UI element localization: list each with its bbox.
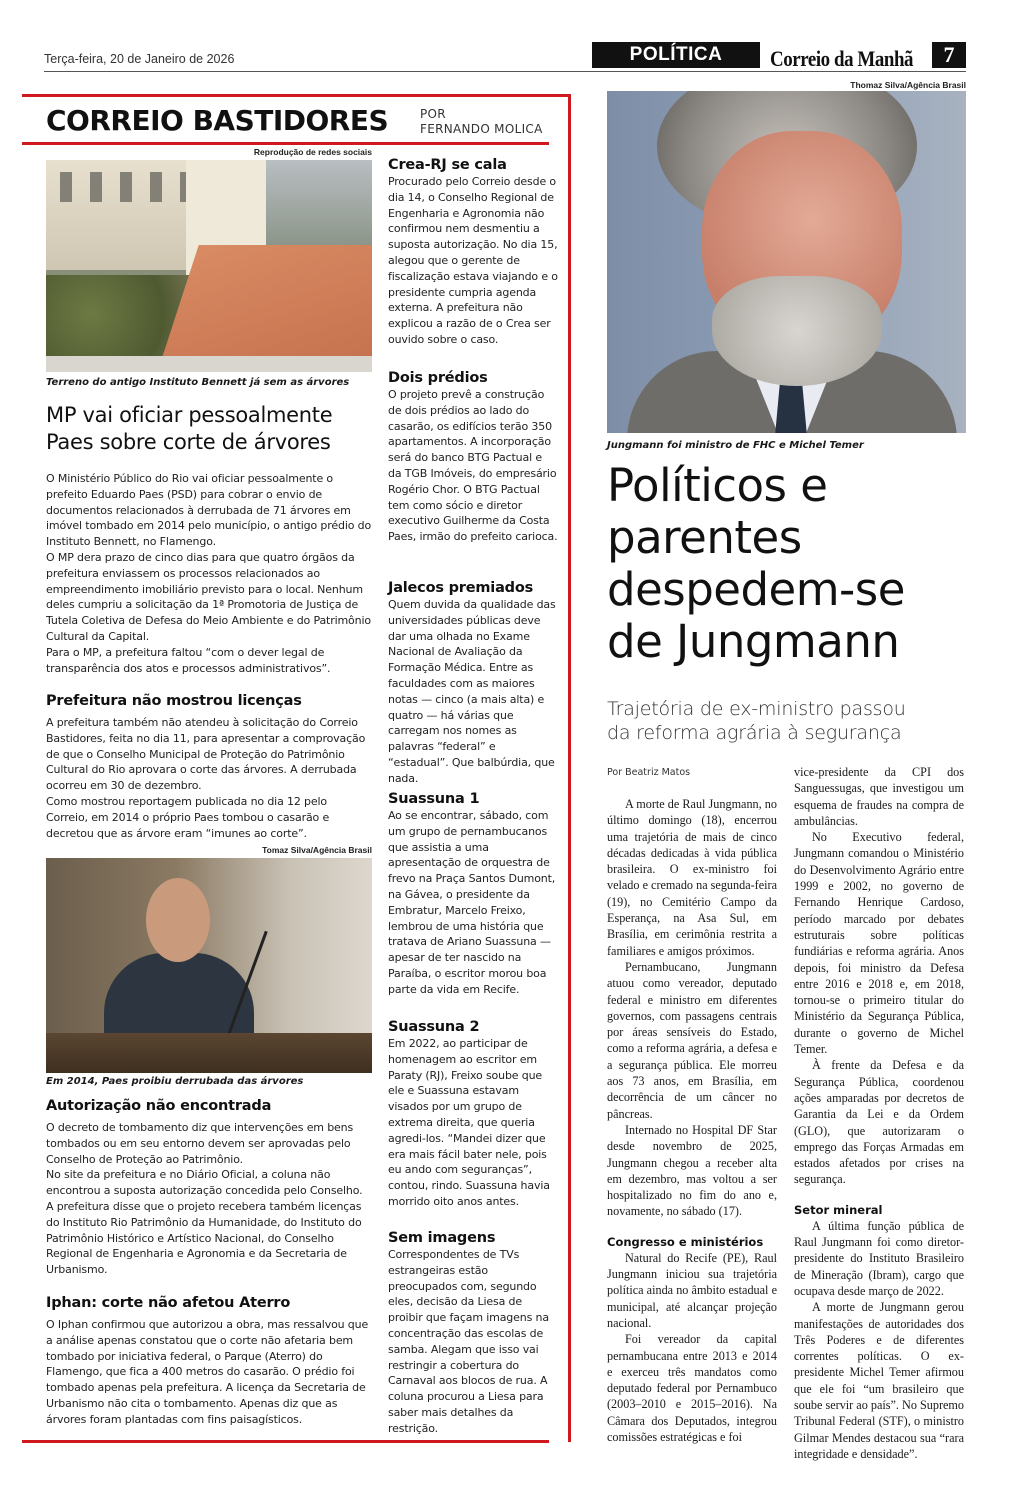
subhead-iphan: Iphan: corte não afetou Aterro [46,1295,291,1311]
note-jalecos [388,579,558,787]
lead-story-body: O Ministério Público do Rio vai oficiar pessoalmente o prefeito Eduardo Paes (PSD) para cobrar o envio de documentos relacionados à derrubada de 71 árvores em imóvel tombado em 2014 pelo município, o antigo prédio do Instituto Bennett, no Flamengo. O MP dera prazo de cinco dias para que quatro órgãos da prefeitura enviassem os processos relacionados ao empreendimento imobiliário previsto para o local. Nenhum deles cumpriu a solicitação da 1ª Promotoria de Justiça de Tutela Coletiva de Defesa do Meio Ambiente e do Patrimônio Cultural da Capital. Para o MP, a prefeitura faltou “com o dever legal de transparência dos atos e processos administrativos”. [46,472,372,675]
section-iphan-body: O Iphan confirmou que autorizou a obra, mas ressalvou que a análise apenas constatou que o corte não afetaria bem tombado por iniciativa federal, o Parque (Aterro) do Flamengo, que fica a 400 metros do casarão. O prédio foi tombado apenas pela prefeitura. A licença da Secretaria de Urbanismo não cita o tombamento. Apenas diz que as árvores foram plantadas com fins paisagísticos. [46,1318,369,1426]
photo-caption-bennett: Terreno do antigo Instituto Bennett já sem as árvores [46,377,350,388]
photo-caption-jungmann: Jungmann foi ministro de FHC e Michel Temer [607,440,864,451]
note-suassuna-1 [388,790,558,998]
byline-prefix: POR [420,107,446,121]
photo-eduardo-paes [46,858,372,1073]
main-story-column-1: A morte de Raul Jungmann, no último domingo (18), encerrou uma trajetória de mais de cinco décadas dedicadas à vida pública brasileira. O ex-ministro foi velado e cremado na segunda-feira (19), no Cemitério Campo da Esperança, na Asa Sul, em Brasília, em cerimônia restrita a familiares e amigos próximos. Pernambucano, Jungmann atuou como vereador, deputado federal e ministro em diferentes governos, com passagens centrais por áreas sensíveis do Estado, como a reforma agrária, a defesa e a segurança pública. Ele morreu aos 73 anos, em Brasília, em decorrência de um câncer no pâncreas. Internado no Hospital DF Star desde novembro de 2025, Jungmann chegou a receber alta em dezembro, mas voltou a ser hospitalizado no fim do ano e, novamente, no sábado (17). Congresso e ministérios Natural do Recife (PE), Raul Jungmann iniciou sua trajetória política ainda no âmbito estadual e municipal, até alcançar projeção nacional. Foi vereador da capital pernambucana entre 2013 e 2014 e exerceu três mandatos como deputado federal por Pernambuco (2003–2010 e 2015–2016). Na Câmara dos Deputados, integrou comissões estratégicas e foi [607,797,777,1444]
issue-date: Terça-feira, 20 de Janeiro de 2026 [44,52,235,66]
note-suassuna-2 [388,1018,558,1210]
photo-raul-jungmann [607,91,966,433]
byline-author: FERNANDO MOLICA [420,122,543,136]
photo-caption-paes: Em 2014, Paes proibiu derrubada das árvores [46,1076,304,1087]
newspaper-masthead: Correio da Manhã [770,46,914,71]
note-title: Sem imagens [388,1230,496,1246]
subhead-setor-mineral: Setor mineral [794,1202,883,1217]
note-text: Procurado pelo Correio desde o dia 14, o Conselho Regional de Engenharia e Agronomia não confirmou nem desmentiu a suposta autorização. No dia 15, alegou que o gerente de fiscalização estava viajando e o presidente cumpria agenda externa. A prefeitura não explicou a razão de o Crea ser ouvido sobre o caso. [388,175,558,346]
main-author: Por Beatriz Matos [607,767,691,778]
column-byline [420,107,543,137]
note-sem-imagens [388,1229,558,1437]
subhead-licencas: Prefeitura não mostrou licenças [46,693,302,709]
section-licencas-body: A prefeitura também não atendeu à solicitação do Correio Bastidores, feita no dia 11, para apresentar a comprovação de que o Conselho Municipal de Proteção do Patrimônio Cultural do Rio aprovara o corte das árvores. A derrubada ocorreu em 30 de dezembro. Como mostrou reportagem publicada no dia 12 pelo Correio, em 2014 o próprio Paes tombou o casarão e decretou que as árvore eram “imunes ao corte”. [46,716,366,840]
note-title: Dois prédios [388,370,488,386]
column-title: CORREIO BASTIDORES [46,104,389,137]
note-text: O projeto prevê a construção de dois prédios ao lado do casarão, os edifícios terão 350 apartamentos. A incorporação será do banco BTG Pactual e da TGB Imóveis, do empresário Rogério Chor. O BTG Pactual tem como sócio e diretor executivo Guilherme da Costa Paes, irmão do prefeito carioca. [388,388,558,544]
main-story-column-2: vice-presidente da CPI dos Sanguessugas, que investigou um esquema de fraudes na compra de ambulâncias. No Executivo federal, Jungmann comandou o Ministério do Desenvolvimento Agrário entre 1999 e 2002, no governo de Fernando Henrique Cardoso, período marcado por debates estruturais sobre políticas fundiárias e reforma agrária. Anos depois, foi ministro da Defesa entre 2016 e 2018 e, em 2018, tornou-se o primeiro titular do Ministério da Segurança Pública, durante o governo de Michel Temer. À frente da Defesa e da Segurança Pública, coordenou ações amparadas por decretos de Garantia da Lei e da Ordem (GLO), que autorizaram o emprego das Forças Armadas em estados afetados por crises na segurança. Setor mineral A última função pública de Raul Jungmann foi como diretor-presidente do Instituto Brasileiro de Mineração (Ibram), cargo que ocupava desde março de 2022. A morte de Jungmann gerou manifestações de autoridades dos Três Poderes e de diferentes correntes políticas. O ex-presidente Michel Temer afirmou que ele foi “um brasileiro que soube servir ao país”. No Supremo Tribunal Federal (STF), o ministro Gilmar Mendes destacou sua “rara integridade e densidade”. [794,765,964,1461]
subhead-autorizacao: Autorização não encontrada [46,1098,272,1114]
photo-credit-paes: Tomaz Silva/Agência Brasil [262,845,372,855]
note-text: Quem duvida da qualidade das universidades públicas deve dar uma olhada no Exame Nacional de Avaliação da Formação Médica. Entre as faculdades com as maiores notas — cinco (a mais alta) e quatro — há várias que carregam nos nomes as palavras “federal” e “estadual”. Que balbúrdia, que nada. [388,598,556,785]
note-text: Em 2022, ao participar de homenagem ao escritor em Paraty (RJ), Freixo soube que ele e Suassuna estavam visados por um grupo de extrema direita, que queria agredi-los. “Mandei dizer que era mais fácil bater nele, pois eu ando com seguranças”, contou, rindo. Suassuna havia morrido oito anos antes. [388,1037,550,1208]
section-tag: POLÍTICA [592,42,760,68]
main-headline: Políticos e parentes despedem-se de Jungmann [607,459,905,668]
page-number: 7 [932,42,966,68]
photo-credit-jungmann: Thomaz Silva/Agência Brasil [850,80,966,90]
note-title: Jalecos premiados [388,580,534,596]
note-text: Ao se encontrar, sábado, com um grupo de pernambucanos que assistia a uma apresentação de orquestra de frevo na Praça Santos Dumont, na Gávea, o presidente da Embratur, Marcelo Freixo, lembrou de uma história que tratava de Ariano Suassuna — apesar de ter nascido na Paraíba, o escritor morou boa parte da vida em Recife. [388,809,556,996]
note-dois-predios [388,369,558,545]
column-bottom-rule [22,1440,549,1443]
note-text: Correspondentes de TVs estrangeiras estão preocupados com, segundo eles, decisão da Liesa de proibir que façam imagens na concentração das escolas de samba. Alegam que isso vai restringir a cobertura do Carnaval aos blocos de rua. A coluna procurou a Liesa para saber mais detalhes da restrição. [388,1248,549,1435]
section-autorizacao-body: O decreto de tombamento diz que intervenções em bens tombados ou em seu entorno devem ser aprovadas pelo Conselho de Proteção ao Patrimônio. No site da prefeitura e no Diário Oficial, a coluna não encontrou a suposta autorização concedida pelo Conselho. A prefeitura disse que o projeto recebera também licenças do Instituto Rio Patrimônio da Humanidade, do Instituto do Patrimônio Histórico e Artístico Nacional, do Conselho Regional de Engenharia e Agronomia e da Secretaria de Urbanismo. [46,1121,363,1277]
column-title-rule [22,142,549,145]
note-title: Suassuna 1 [388,791,480,807]
note-title: Crea-RJ se cala [388,157,507,173]
lead-story-headline: MP vai oficiar pessoalmente Paes sobre corte de árvores [46,403,333,454]
main-deck: Trajetória de ex-ministro passou da reforma agrária à segurança [607,698,906,744]
subhead-congresso: Congresso e ministérios [607,1234,764,1249]
photo-instituto-bennett [46,160,372,372]
note-title: Suassuna 2 [388,1019,480,1035]
page-header [44,42,966,72]
note-crea [388,156,558,348]
photo-credit-bennett: Reprodução de redes sociais [253,147,372,157]
